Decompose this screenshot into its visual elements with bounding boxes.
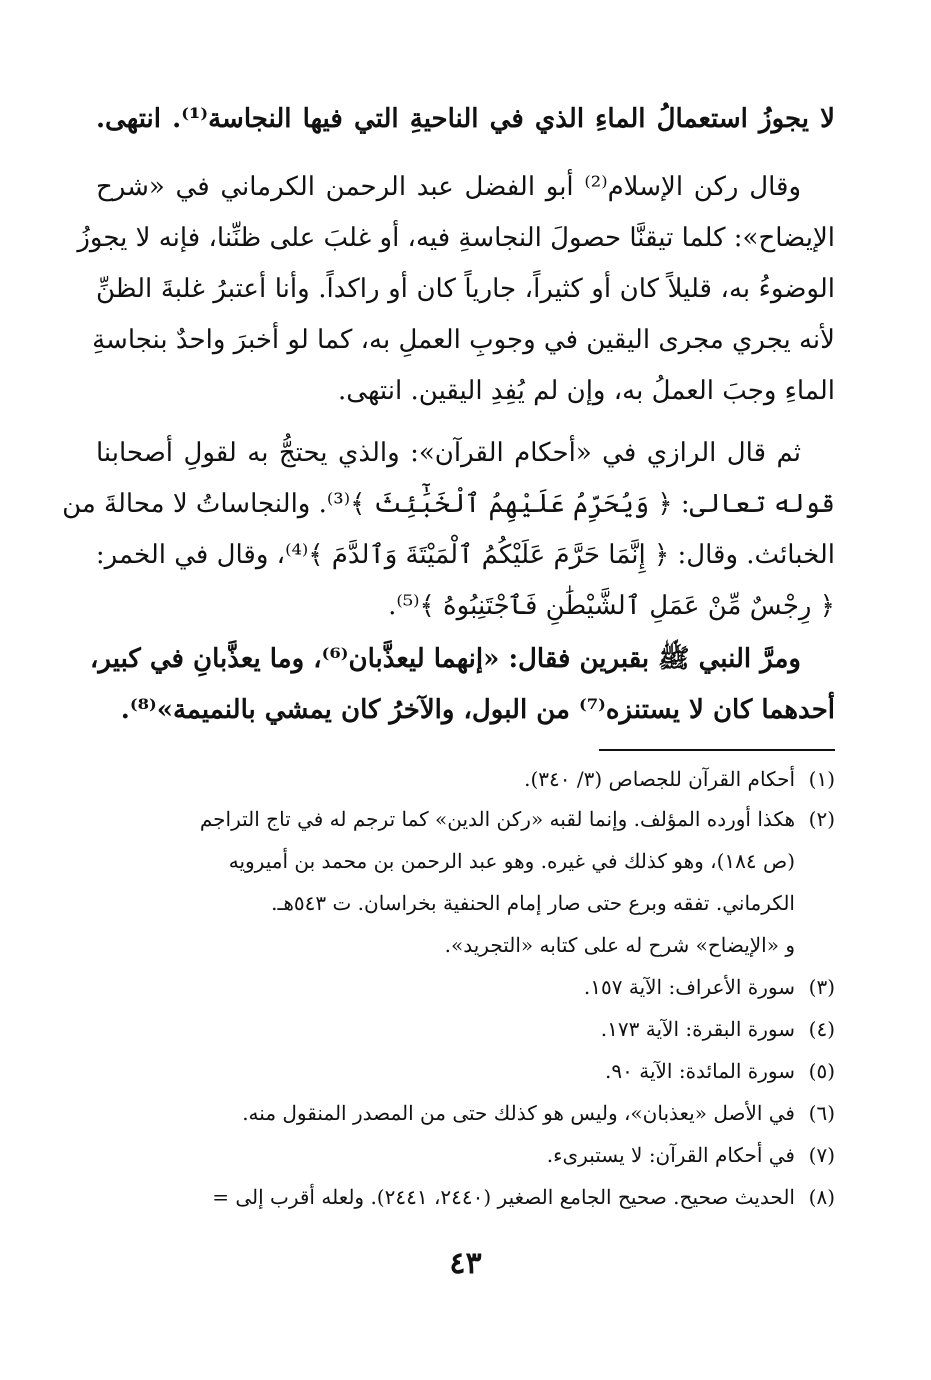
body-line-12: أحدهما كان لا يستنزه⁽⁷⁾ من البول، والآخرُ كان يمشي بالنميمة»⁽⁸⁾. <box>120 695 835 725</box>
footnote-number: (٦) <box>808 1101 835 1125</box>
footnote-6 <box>96 1096 835 1130</box>
page-number: ٤٣ <box>449 1246 482 1281</box>
footnote-text: (ص ١٨٤)، وهو كذلك في غيره. وهو عبد الرحمن بن محمد بن أميرويه <box>228 849 795 873</box>
footnote-1 <box>96 762 835 796</box>
body-line-5: لأنه يجري مجرى اليقين في وجوبِ العملِ به، كما لو أخبرَ واحدٌ بنجاسةِ <box>92 325 835 355</box>
body-line-8: قوله تعالى: ﴿ وَيُحَرِّمُ عَلَيْهِمُ ٱلْخَبَٰٓئِثَ ﴾⁽³⁾. والنجاساتُ لا محالةَ من <box>62 489 835 519</box>
footnote-text: سورة المائدة: الآية ٩٠. <box>605 1059 795 1083</box>
footnote-text: سورة البقرة: الآية ١٧٣. <box>600 1017 795 1041</box>
body-line-4: الوضوءُ به، قليلاً كان أو كثيراً، جارياً كان أو راكداً. وأنا أعتبرُ غلبةَ الظنِّ <box>96 274 835 304</box>
footnote-2 <box>96 802 835 836</box>
body-line-11: ومرَّ النبي ﷺ بقبرين فقال: «إنهما ليعذَّبان⁽⁶⁾، وما يعذَّبانِ في كبير، <box>90 644 801 674</box>
footnote-number: (٥) <box>808 1059 835 1083</box>
footnote-2-cont-2 <box>96 886 795 920</box>
footnote-2-cont-1 <box>96 844 795 878</box>
footnote-number: (٤) <box>808 1017 835 1041</box>
footnote-7 <box>96 1138 835 1172</box>
footnote-text: سورة الأعراف: الآية ١٥٧. <box>583 975 795 999</box>
footnote-4 <box>96 1012 835 1046</box>
footnote-number: (٢) <box>808 807 835 831</box>
footnote-text: الكرماني. تفقه وبرع حتى صار إمام الحنفية بخراسان. ت ٥٤٣هـ. <box>271 891 795 915</box>
footnote-text: و «الإيضاح» شرح له على كتابه «التجريد». <box>444 933 795 957</box>
body-line-2: وقال ركن الإسلام⁽²⁾ أبو الفضل عبد الرحمن الكرماني في «شرح <box>96 172 801 202</box>
footnote-number: (١) <box>808 767 835 791</box>
footnote-2-cont-3 <box>96 928 795 962</box>
footnote-text: الحديث صحيح. صحيح الجامع الصغير (٢٤٤٠، ٢٤٤١). ولعله أقرب إلى = <box>212 1185 795 1209</box>
footnote-8 <box>96 1180 835 1214</box>
footnote-number: (٣) <box>808 975 835 999</box>
footnote-5 <box>96 1054 835 1088</box>
body-line-1: لا يجوزُ استعمالُ الماءِ الذي في الناحيةِ التي فيها النجاسة⁽¹⁾. انتهى. <box>96 104 835 134</box>
footnote-3 <box>96 970 835 1004</box>
footnote-text: في الأصل «يعذبان»، وليس هو كذلك حتى من المصدر المنقول منه. <box>242 1101 795 1125</box>
footnote-number: (٧) <box>808 1143 835 1167</box>
body-line-7: ثم قال الرازي في «أحكام القرآن»: والذي يحتجُّ به لقولِ أصحابنا <box>96 438 801 468</box>
body-line-9: الخبائث. وقال: ﴿ إِنَّمَا حَرَّمَ عَلَيْكُمُ ٱلْمَيْتَةَ وَٱلدَّمَ ﴾⁽⁴⁾، وقال في الخمر: <box>95 540 835 570</box>
body-line-10: ﴿ رِجْسٌ مِّنْ عَمَلِ ٱلشَّيْطَٰنِ فَٱجْتَنِبُوهُ ﴾⁽⁵⁾. <box>388 591 835 621</box>
body-line-3: الإيضاح»: كلما تيقنَّا حصولَ النجاسةِ فيه، أو غلبَ على ظنِّنا، فإنه لا يجوزُ <box>77 223 835 253</box>
body-line-6: الماءِ وجبَ العملُ به، وإن لم يُفِدِ اليقين. انتهى. <box>338 376 835 406</box>
footnote-text: في أحكام القرآن: لا يستبرىء. <box>546 1143 795 1167</box>
footnote-text: هكذا أورده المؤلف. وإنما لقبه «ركن الدين» كما ترجم له في تاج التراجم <box>199 807 795 831</box>
footnote-number: (٨) <box>808 1185 835 1209</box>
footnote-text: أحكام القرآن للجصاص (٣/ ٣٤٠). <box>524 767 795 791</box>
footnote-separator <box>599 749 835 751</box>
